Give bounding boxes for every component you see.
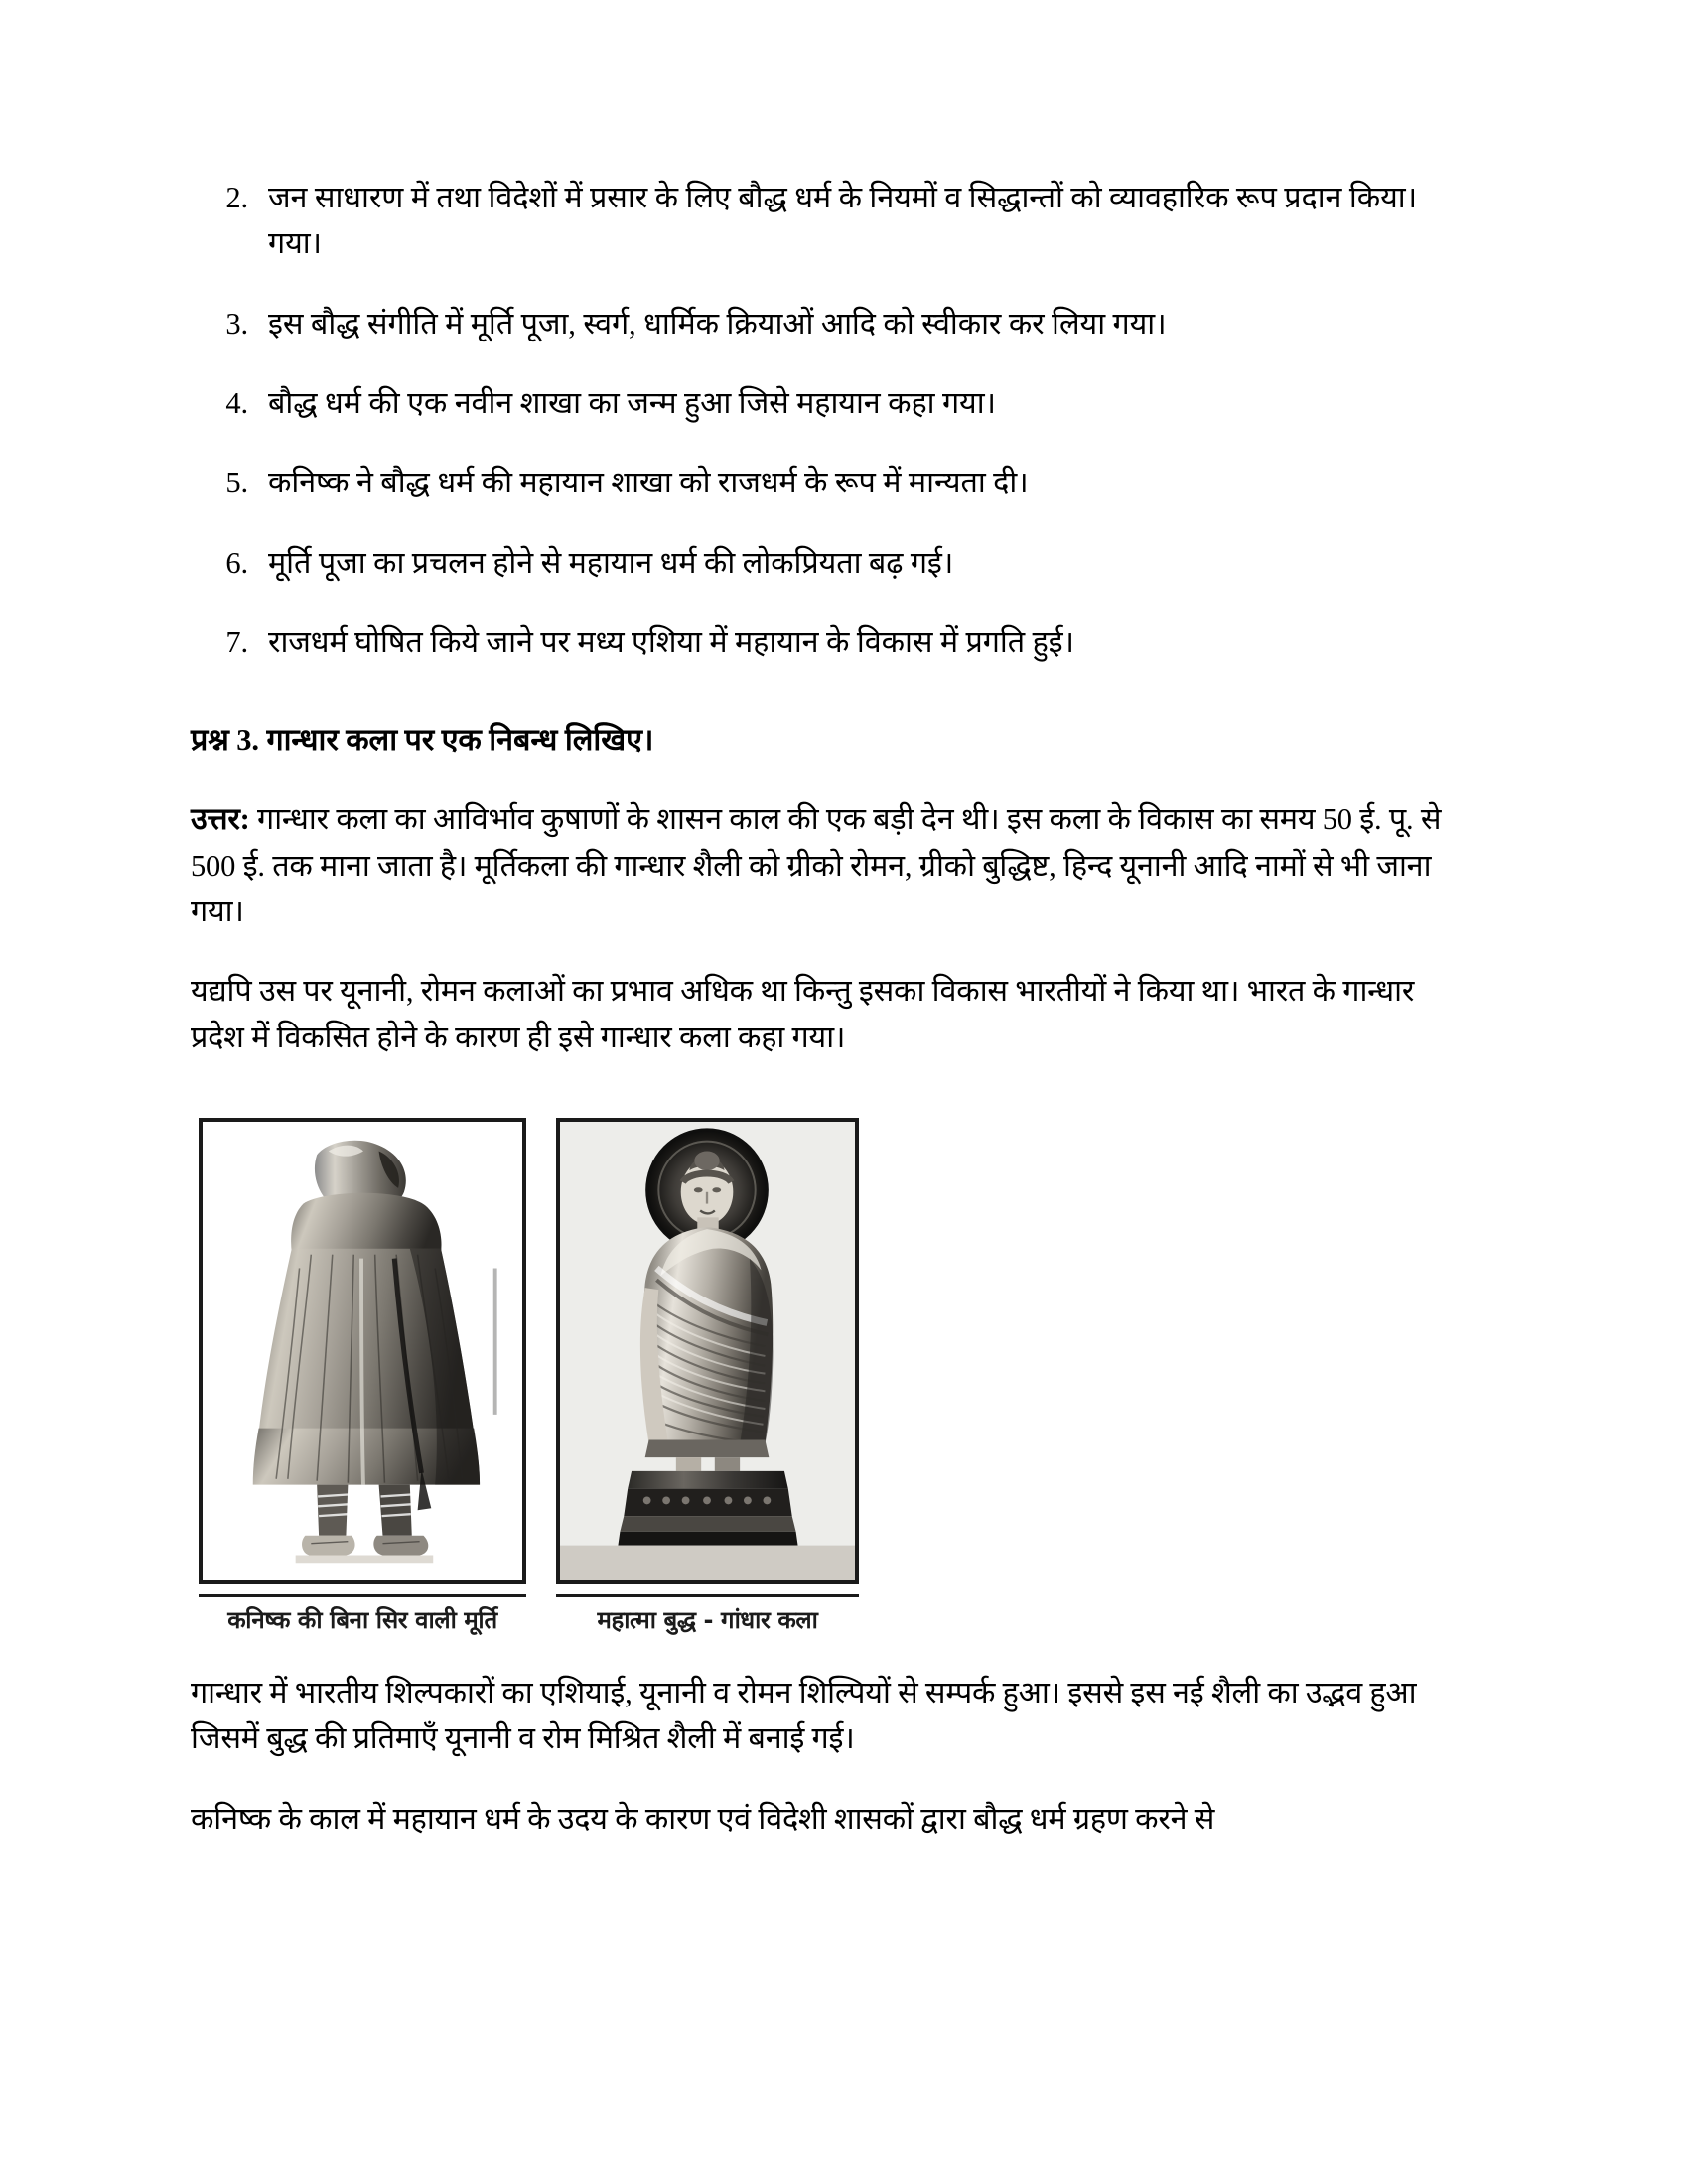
list-item (191, 460, 1467, 505)
figure-frame (556, 1118, 859, 1584)
list-item-number: 7. (225, 625, 248, 660)
list-item-text: कनिष्क ने बौद्ध धर्म की महायान शाखा को राजधर्म के रूप में मान्यता दी। (268, 466, 1029, 500)
answer-paragraph-4: कनिष्क के काल में महायान धर्म के उदय के कारण एवं विदेशी शासकों द्वारा बौद्ध धर्म ग्रहण करने से (191, 1801, 1215, 1836)
list-item (191, 301, 1467, 346)
list-item (191, 380, 1467, 426)
list-item (191, 175, 1467, 267)
answer-text: गान्धार कला का आविर्भाव कुषाणों के शासन काल की एक बड़ी देन थी। इस कला के विकास का समय 50 ई. पू. से 500 ई. तक माना जाता है। मूर्तिकला की गान्धार शैली को ग्रीको रोमन, ग्रीको बुद्धिष्ट, हिन्द यूनानी आदि नामों से भी जाना गया। (191, 802, 1442, 928)
list-item-text: राजधर्म घोषित किये जाने पर मध्य एशिया में महायान के विकास में प्रगति हुई। (268, 625, 1075, 660)
question-heading: प्रश्न 3. गान्धार कला पर एक निबन्ध लिखिए। (191, 722, 654, 756)
buddha-statue-image (560, 1122, 855, 1580)
answer-label: उत्तर: (191, 802, 250, 837)
figure-group (191, 1118, 1467, 1636)
answer-paragraph-1 (191, 796, 1467, 934)
list-item-text: जन साधारण में तथा विदेशों में प्रसार के लिए बौद्ध धर्म के नियमों व सिद्धान्तों को व्यावहारिक रूप प्रदान किया। गया। (268, 181, 1418, 261)
list-item-number: 4. (225, 386, 248, 421)
list-item-number: 3. (225, 306, 248, 341)
list-item-number: 5. (225, 466, 248, 500)
list-item-text: बौद्ध धर्म की एक नवीन शाखा का जन्म हुआ जिसे महायान कहा गया। (268, 386, 996, 421)
numbered-list (191, 175, 1467, 666)
figure-caption: महात्मा बुद्ध - गांधार कला (556, 1594, 859, 1636)
list-item-text: मूर्ति पूजा का प्रचलन होने से महायान धर्म की लोकप्रियता बढ़ गई। (268, 545, 954, 580)
list-item (191, 619, 1467, 665)
headless-statue-image (203, 1122, 522, 1580)
figure-buddha-statue (556, 1118, 859, 1636)
page-content (191, 175, 1467, 1842)
list-item (191, 540, 1467, 586)
list-item-number: 2. (225, 181, 248, 214)
list-item-text: इस बौद्ध संगीति में मूर्ति पूजा, स्वर्ग, धार्मिक क्रियाओं आदि को स्वीकार कर लिया गया। (268, 306, 1167, 341)
answer-paragraph-3: गान्धार में भारतीय शिल्पकारों का एशियाई, यूनानी व रोमन शिल्पियों से सम्पर्क हुआ। इससे इस नई शैली का उद्भव हुआ जिसमें बुद्ध की प्रतिमाएँ यूनानी व रोम मिश्रित शैली में बनाई गई। (191, 1676, 1417, 1756)
answer-paragraph-2: यद्यपि उस पर यूनानी, रोमन कलाओं का प्रभाव अधिक था किन्तु इसका विकास भारतीयों ने किया था। भारत के गान्धार प्रदेश में विकसित होने के कारण ही इसे गान्धार कला कहा गया। (191, 974, 1415, 1054)
figure-caption: कनिष्क की बिना सिर वाली मूर्ति (199, 1594, 526, 1636)
figure-frame (199, 1118, 526, 1584)
list-item-number: 6. (225, 545, 248, 580)
figure-kanishka-statue (199, 1118, 526, 1636)
